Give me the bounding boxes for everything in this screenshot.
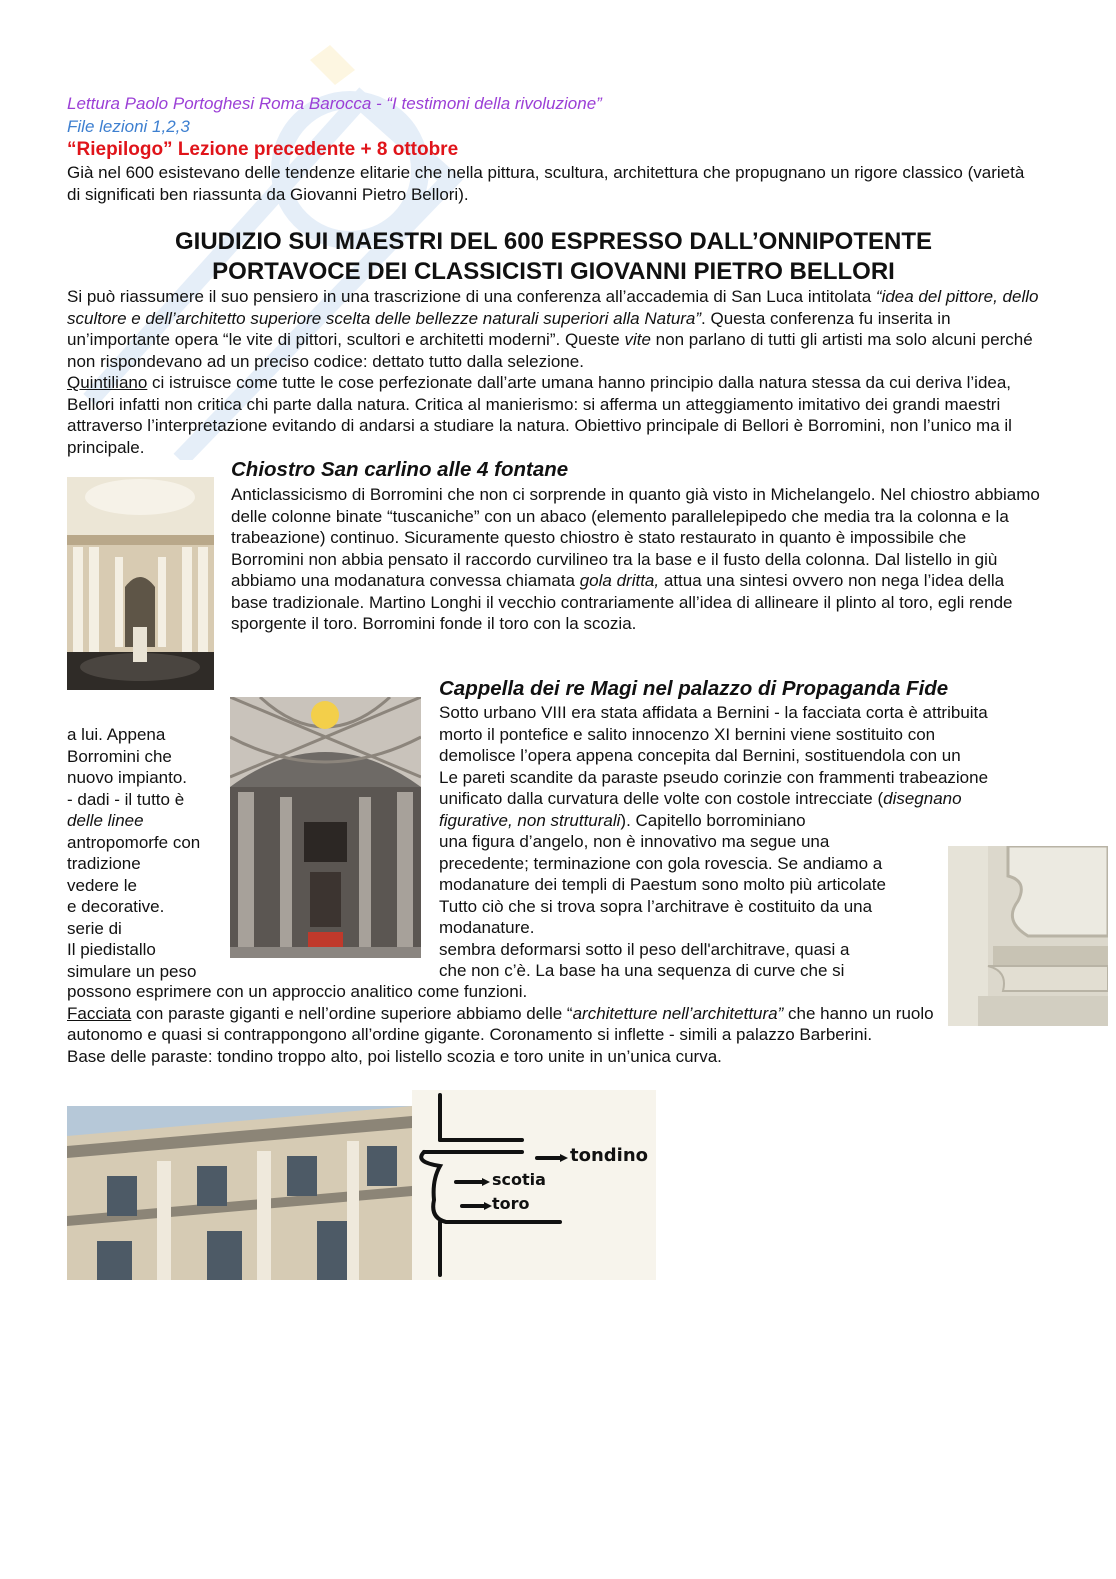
cappella-line: sembra deformarsi sotto il peso dell'architrave, quasi a	[439, 939, 850, 959]
facciata-paragraph: Facciata con paraste giganti e nell’ordine superiore abbiamo delle “architetture nell’architettura” che hanno un ruolo autonomo e quasi si contrappongono all’ordine gigante. Coronamento si inflette - simili a palazzo Barberini.	[67, 1003, 934, 1044]
cappella-photo	[230, 697, 421, 958]
cappella-left-line: Borromini che	[67, 746, 172, 766]
cappella-left-line: antropomorfe con	[67, 832, 201, 852]
base-molding-photo	[948, 846, 1108, 1026]
page-title	[67, 227, 1040, 287]
cappella-left-line: Il piedistallo	[67, 940, 156, 959]
base-paraste-text: Base delle paraste: tondino troppo alto, poi listello scozia e toro unite in un’unica curva.	[67, 1046, 722, 1066]
cappella-line: che non c’è. La base ha una sequenza di curve che si	[439, 961, 845, 980]
sketch-label-tondino: tondino	[570, 1145, 649, 1166]
cappella-after-section	[67, 981, 937, 1067]
cappella-left-line: e decorative.	[67, 897, 165, 916]
cappella-left-line: a lui. Appena	[67, 725, 166, 744]
bellori-paragraph-2: Quintiliano ci istruisce come tutte le cose perfezionate dall’arte umana hanno principio dalla natura stessa da cui deriva l’idea, Bellori infatti non critica chi parte dalla natura. Critica al manierismo: si afferma un atteggiamento imitativo dei grandi maestri attraverso l’interpretazione evitando di andarsi a studiare la natura. Obiettivo principale di Bellori è Borromini, non l’unico ma il principale.	[67, 373, 1012, 457]
title-line-1: GIUDIZIO SUI MAESTRI DEL 600 ESPRESSO DALL’ONNIPOTENTE	[174, 228, 932, 255]
cappella-left-line: nuovo impianto.	[67, 768, 188, 787]
cappella-line: modanature dei templi di Paestum sono molto più articolate	[439, 875, 886, 894]
sketch-label-scotia: scotia	[492, 1170, 546, 1189]
facade-photo	[67, 1106, 412, 1280]
cappella-left-line: tradizione	[67, 854, 141, 873]
cappella-left-line: - dadi - il tutto è	[67, 789, 185, 809]
sketch-label-toro: toro	[492, 1194, 530, 1213]
chiostro-photo	[67, 477, 214, 690]
files-reference: File lezioni 1,2,3	[67, 117, 190, 136]
bellori-section	[67, 286, 1039, 458]
cappella-left-line: delle linee	[67, 811, 144, 830]
quintiliano-link: Quintiliano	[67, 373, 148, 392]
intro-paragraph: Già nel 600 esistevano delle tendenze elitarie che nella pittura, scultura, architettura che propugnano un rigore classico (varietà di significati ben riassunta da Giovanni Pietro Bellori).	[67, 163, 1025, 204]
cappella-line: Le pareti scandite da paraste pseudo corinzie con frammenti trabeazione	[439, 767, 989, 787]
cappella-left-line: vedere le	[67, 875, 137, 895]
cappella-after-text: possono esprimere con un approccio analitico come funzioni.	[67, 982, 528, 1001]
cappella-line: demolisce l’opera appena concepita dal Bernini, sostituendola con un	[439, 746, 961, 765]
facciata-link: Facciata	[67, 1003, 132, 1023]
cappella-left-line: serie di	[67, 918, 122, 938]
cappella-line: una figura d’angelo, non è innovativo ma segue una	[439, 832, 830, 851]
cappella-heading: Cappella dei re Magi nel palazzo di Propaganda Fide	[439, 677, 949, 700]
chiostro-heading: Chiostro San carlino alle 4 fontane	[231, 458, 569, 481]
cappella-line: morto il pontefice e salito innocenzo XI bernini viene sostituito con	[439, 724, 936, 744]
cappella-line: figurative, non strutturali). Capitello borrominiano	[439, 810, 806, 830]
cappella-line: Tutto ciò che si trova sopra l’architrave è costituito da una	[439, 896, 873, 916]
reading-reference: Lettura Paolo Portoghesi Roma Barocca - “I testimoni della rivoluzione”	[67, 94, 602, 113]
chiostro-paragraph: Anticlassicismo di Borromini che non ci sorprende in quanto già visto in Michelangelo. Nel chiostro abbiamo delle colonne binate “tuscaniche” con un abaco (elemento parallelepipedo che media tra la colonna e la trabeazione) continuo. Sicuramente questo chiostro è stato restaurato in quanto è impossibile che Borromini non abbia pensato il raccordo curvilineo tra la base e il fusto della colonna. Dal listello in giù abbiamo una modanatura convessa chiamata gola dritta, attua una sintesi ovvero non nega l’idea della base tradizionale. Martino Longhi il vecchio contrariamente all’idea di allineare il plinto al toro, egli rende sporgente il toro. Borromini fonde il toro con la scozia.	[231, 485, 1040, 633]
cappella-left-column	[67, 724, 227, 982]
cappella-line: Sotto urbano VIII era stata affidata a Bernini - la facciata corta è attribuita	[439, 703, 988, 722]
cappella-left-line: simulare un peso	[67, 961, 197, 981]
recap-heading: “Riepilogo” Lezione precedente + 8 ottobre	[67, 139, 459, 160]
cappella-line: unificato dalla curvatura delle volte con costole intrecciate (disegnano	[439, 789, 962, 808]
bellori-paragraph-1: Si può riassumere il suo pensiero in una trascrizione di una conferenza all’accademia di San Luca intitolata “idea del pittore, dello scultore e dell’architetto superiore scelta delle bellezze naturali superiori alla Natura”. Questa conferenza fu inserita in un’importante opera “le vite di pittori, scultori e architetti moderni”. Queste vite non parlano di tutti gli artisti ma solo alcuni perché non rispondevano ad un preciso codice: dettato tutto dalla selezione.	[67, 287, 1039, 371]
cappella-line: precedente; terminazione con gola rovescia. Se andiamo a	[439, 853, 883, 873]
cappella-line: modanature.	[439, 918, 535, 937]
title-line-2: PORTAVOCE DEI CLASSICISTI GIOVANNI PIETRO BELLORI	[212, 258, 895, 285]
base-sketch	[412, 1090, 656, 1280]
